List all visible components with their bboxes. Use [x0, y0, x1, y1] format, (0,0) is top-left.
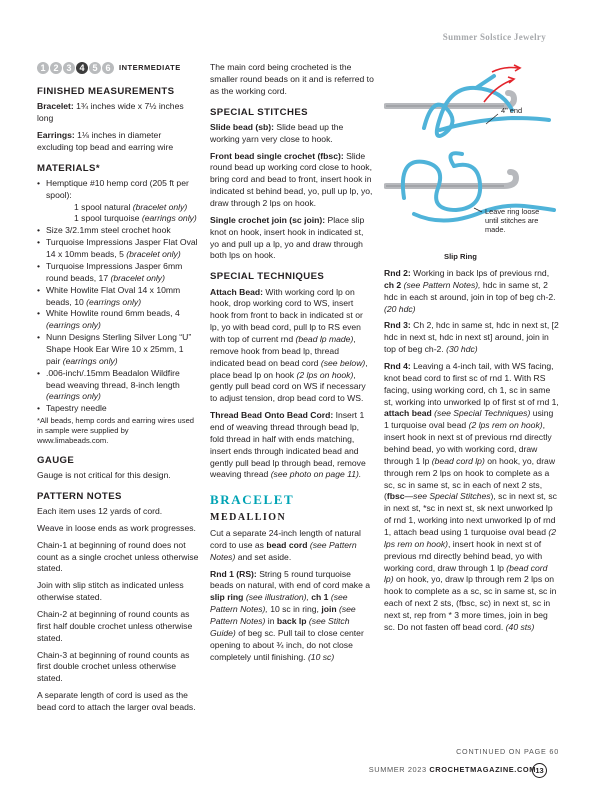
list-item: • White Howlite round 6mm beads, 4 (earrings only): [37, 308, 199, 332]
round-1: Rnd 1 (RS): String 5 round turquoise beads on natural, with end of cord make a slip ring (see illustration), ch 1 (see Pattern Notes), 10 sc in ring, join (see Pattern Notes) in back lp (see Stitch Guide) of beg sc. Pull tail to close center opening to about ¾ inch, do not close completely until finishing. (10 sc): [210, 568, 371, 662]
ring-loose-note: Leave ring loose until stitches are made.: [485, 207, 540, 234]
pattern-note: Each item uses 12 yards of cord.: [37, 506, 163, 516]
skill-step-3: 3: [63, 62, 75, 74]
skill-step-2: 2: [50, 62, 62, 74]
illustration-caption: Slip Ring: [444, 252, 477, 261]
round-2: Rnd 2: Working in back lps of previous rnd, ch 2 (see Pattern Notes), hdc in same st, 2 hdc in each st around, join in top of beg ch-2. (20 hdc): [384, 268, 556, 314]
column-1: [37, 62, 199, 719]
list-item: • Turquoise Impressions Jasper 6mm round beads, 17 (bracelet only): [37, 261, 199, 285]
materials-footnote: *All beads, hemp cords and earring wires used in sample were supplied by www.limabeads.com.: [37, 416, 195, 445]
list-item: • Tapestry needle: [37, 403, 199, 415]
finished-earrings: Earrings: 1⅛ inches in diameter excluding top bead and earring wire: [37, 129, 174, 152]
stitch-slide-bead: Slide bead (sb): Slide bead up the working yarn very close to hook.: [210, 121, 344, 144]
materials-heading: MATERIALS*: [37, 162, 100, 174]
list-item: • Nunn Designs Sterling Silver Long “U” Shape Hook Ear Wire 10 x 25mm, 1 pair (earrings only): [37, 332, 199, 368]
finished-heading: FINISHED MEASUREMENTS: [37, 86, 175, 97]
stitch-fbsc: Front bead single crochet (fbsc): Slide round bead up working cord close to hook, bring cord and bead to front, insert hook in indicated st behind bead, yo, pull up lp, yo, draw through 2 lps on hook.: [210, 150, 373, 208]
footer-issue: SUMMER 2023: [368, 765, 427, 774]
column-3: [384, 58, 559, 639]
gauge-heading: GAUGE: [37, 454, 75, 466]
list-item: • .006-inch/.15mm Beadalon Wildfire bead weaving thread, 8-inch length (earrings only): [37, 368, 199, 404]
continued-note: CONTINUED ON PAGE 60: [456, 747, 559, 756]
pattern-notes-heading: PATTERN NOTES: [37, 490, 122, 502]
special-stitches-heading: SPECIAL STITCHES: [210, 106, 308, 118]
gauge-text: Gauge is not critical for this design.: [37, 469, 171, 480]
running-head: Summer Solstice Jewelry: [442, 32, 546, 42]
technique-attach-bead: Attach Bead: With working cord lp on hook, drop working cord to WS, insert hook from front to back in indicated st or lp, yo with bead cord, pull lp to RS even with top of current rnd (bead lp made), remove hook from bead lp, thread indicated bead on bead cord (see below), place bead lp on hook (2 lps on hook), gently pull bead cord on WS if necessary to adjust tension, drop bead cord to WS.: [210, 286, 368, 404]
skill-step-5: 5: [89, 62, 101, 74]
slip-ring-illustration: [384, 58, 559, 268]
skill-label: INTERMEDIATE: [119, 62, 181, 72]
page-number: 13: [532, 763, 547, 778]
finished-bracelet: Bracelet: 1¾ inches wide x 7½ inches long: [37, 101, 184, 124]
pattern-note: Join with slip stitch as indicated unless otherwise stated.: [37, 580, 184, 603]
list-item: • Hemptique #10 hemp cord (205 ft per spool): 1 spool natural (bracelet only) 1 spool turquoise (earrings only): [37, 178, 199, 225]
special-techniques-heading: SPECIAL TECHNIQUES: [210, 271, 325, 283]
bracelet-heading: BRACELET: [210, 492, 295, 508]
pattern-note: A separate length of cord is used as the bead cord to attach the larger oval beads.: [37, 690, 196, 713]
pattern-note: Chain-1 at beginning of round does not count as a single crochet unless otherwise stated.: [37, 539, 199, 574]
tail-label: 4" end: [501, 106, 523, 115]
technique-thread-bead: Thread Bead Onto Bead Cord: Insert 1 end of weaving thread through bead lp, fold thread in half with ends matching, insert ends through indicated bead and gently pull bead lp through bead, remove weaving thread (see photo on page 11).: [210, 410, 366, 480]
pattern-note: Chain-3 at beginning of round counts as first double crochet unless otherwise stated.: [37, 649, 190, 684]
list-item: • Size 3/2.1mm steel crochet hook: [37, 225, 199, 237]
round-4: Rnd 4: Leaving a 4-inch tail, with WS facing, knot bead cord to first sc of rnd 1. With RS facing, using working cord, ch 1, sc in same st, working into unworked lp of first st of rnd 1, attach bead (see Special Techniques) using 1 turquoise oval bead (2 lps rem on hook), insert hook in next st of previous rnd directly behind bead, yo with working cord, draw through 1 lp (bead cord lp) on hook, yo, draw through rem 2 lps on hook to complete as a sc, sc in same st, sc in each of next 2 sts, (fbsc—see Special Stitches), sc in next st, sc in next st, *sc in next st, sk next unworked lp of rnd 1, working into next unworked lp of rnd 1, attach bead using 1 turquoise oval bead (2 lps rem on hook), insert hook in next st of previous rnd directly behind bead, yo with working cord, draw through 1 lp (bead cord lp) on hook, yo, draw lp through rem 2 lps on hook to complete as a sc, sc in same st, sc in each of next 2 sts, (fbsc, sc) in next st, sc in next st, rep from * 3 more times, join in beg sc. Do not fasten off bead cord. (40 sts): [384, 361, 559, 632]
skill-step-6: 6: [102, 62, 114, 74]
slip-ring-drawing: [384, 58, 559, 268]
pattern-note: Weave in loose ends as work progresses.: [37, 522, 196, 533]
stitch-sc-join: Single crochet join (sc join): Place slip knot on hook, insert hook in indicated st, yo and pull up a lp, yo and draw through both lps on hook.: [210, 214, 365, 261]
medallion-heading: MEDALLION: [210, 512, 287, 524]
round-3: Rnd 3: Ch 2, hdc in same st, hdc in next st, [2 hdc in next st, hdc in next st] around, join in top of beg ch-2. (30 hdc): [384, 320, 559, 355]
list-item: • Turquoise Impressions Jasper Flat Oval 14 x 10mm beads, 5 (bracelet only): [37, 237, 199, 261]
pattern-note: Chain-2 at beginning of round counts as first half double crochet unless otherwise stated.: [37, 609, 193, 643]
pattern-note: The main cord being crocheted is the smaller round beads on it and is referred to as the working cord.: [210, 62, 374, 96]
skill-level: [37, 62, 199, 74]
bracelet-intro: Cut a separate 24-inch length of natural cord to use as bead cord (see Pattern Notes) and set aside.: [210, 527, 361, 562]
page-footer: [369, 765, 536, 775]
skill-step-1: 1: [37, 62, 49, 74]
skill-step-4-current: 4: [76, 62, 88, 74]
list-item: • White Howlite Flat Oval 14 x 10mm beads, 10 (earrings only): [37, 285, 199, 309]
column-2: [210, 62, 374, 668]
materials-list: [37, 178, 199, 415]
footer-site: CROCHETMAGAZINE.COM: [429, 765, 536, 774]
